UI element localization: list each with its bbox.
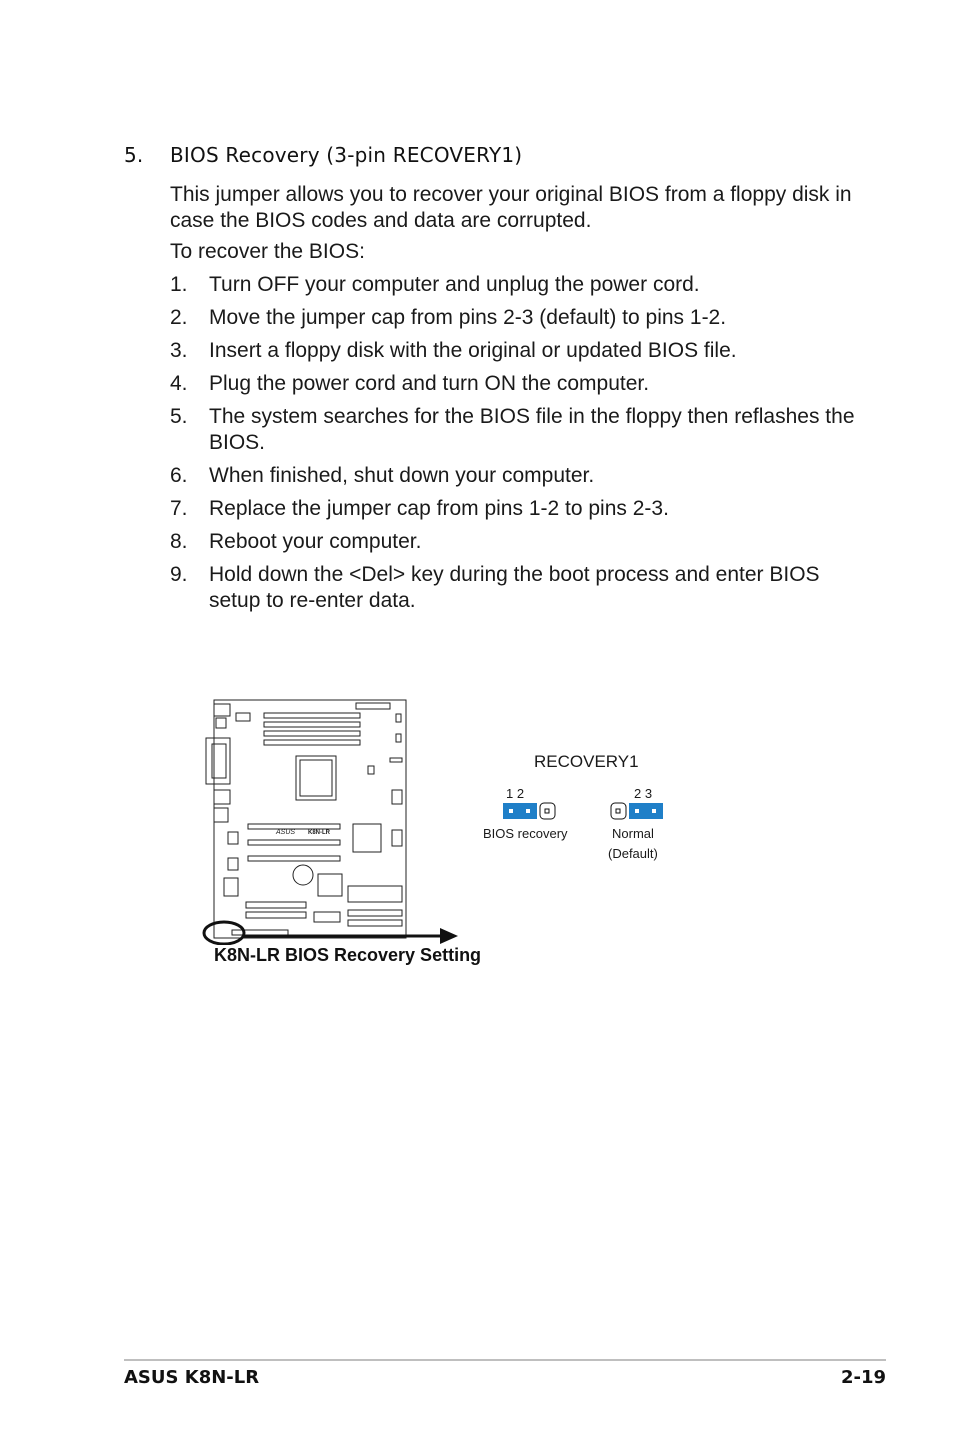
- list-item: [170, 496, 860, 522]
- step-number: 7.: [170, 497, 188, 520]
- right-pin-numbers: 2 3: [634, 786, 653, 801]
- section-title: BIOS Recovery (3-pin RECOVERY1): [170, 143, 523, 167]
- list-item: [170, 305, 860, 331]
- connector: [390, 758, 402, 762]
- step-number: 5.: [170, 405, 188, 428]
- step-text: Insert a floppy disk with the original or updated BIOS file.: [209, 339, 737, 362]
- list-item: [170, 371, 860, 397]
- jumper-cap: [629, 803, 663, 819]
- section-number: 5.: [124, 143, 144, 167]
- left-pin-numbers: 1 2: [506, 786, 525, 801]
- connector: [236, 713, 250, 721]
- dimm-slot: [264, 740, 360, 745]
- jumper-title: RECOVERY1: [534, 752, 639, 771]
- dimm-slot: [264, 731, 360, 736]
- connector: [396, 714, 401, 722]
- connector: [392, 830, 402, 846]
- footer-rule: [124, 1359, 886, 1361]
- bios-recovery-jumper: [502, 802, 556, 820]
- io-port: [214, 808, 228, 822]
- chipset: [353, 824, 381, 852]
- ide-connector: [348, 920, 402, 926]
- ide-connector: [348, 910, 402, 916]
- step-number: 8.: [170, 530, 188, 553]
- cpu-socket: [296, 756, 336, 800]
- step-number: 3.: [170, 339, 188, 362]
- step-text: When finished, shut down your computer.: [209, 464, 595, 487]
- page-number: 2-19: [840, 1367, 886, 1388]
- io-port: [214, 704, 230, 716]
- bios-recovery-label: BIOS recovery: [483, 826, 568, 841]
- dimm-slot: [264, 713, 360, 718]
- motherboard-diagram: [196, 690, 466, 945]
- connector: [314, 912, 340, 922]
- connector: [368, 766, 374, 774]
- step-text: Hold down the <Del> key during the boot process and enter BIOS setup to re-enter data.: [209, 563, 820, 612]
- normal-label: Normal: [612, 826, 654, 841]
- dimm-slot: [264, 722, 360, 727]
- list-item: [170, 562, 860, 614]
- io-port: [214, 790, 230, 804]
- connector: [396, 734, 401, 742]
- callout-arrow-head: [440, 928, 458, 944]
- intro-paragraph: This jumper allows you to recover your original BIOS from a floppy disk in case the BIOS codes and data are corrupted.: [170, 183, 852, 232]
- connector: [224, 878, 238, 896]
- step-text: Move the jumper cap from pins 2-3 (default) to pins 1-2.: [209, 306, 727, 329]
- step-text: Reboot your computer.: [209, 530, 422, 553]
- normal-jumper: [610, 802, 664, 820]
- step-number: 4.: [170, 372, 188, 395]
- step-text: Turn OFF your computer and unplug the power cord.: [209, 273, 700, 296]
- list-item: [170, 404, 860, 456]
- step-text: Plug the power cord and turn ON the computer.: [209, 372, 650, 395]
- pci-slot: [248, 856, 340, 861]
- io-port: [356, 703, 390, 709]
- section-heading: [124, 143, 522, 167]
- connector: [246, 902, 306, 908]
- chip: [318, 874, 342, 896]
- battery: [293, 865, 313, 885]
- board-model-label: K8N-LR: [308, 830, 330, 836]
- list-item: [170, 529, 860, 555]
- ide-connector: [348, 886, 402, 902]
- step-number: 6.: [170, 464, 188, 487]
- connector: [246, 912, 306, 918]
- step-number: 1.: [170, 273, 188, 296]
- step-number: 2.: [170, 306, 188, 329]
- step-number: 9.: [170, 563, 188, 586]
- jumper-cap: [503, 803, 537, 819]
- list-item: [170, 272, 860, 298]
- default-label: (Default): [608, 846, 658, 861]
- list-item: [170, 338, 860, 364]
- step-text: The system searches for the BIOS file in the floppy then reflashes the BIOS.: [209, 405, 855, 454]
- list-item: [170, 463, 860, 489]
- figure-caption: K8N-LR BIOS Recovery Setting: [214, 945, 482, 965]
- connector: [392, 790, 402, 804]
- footer-product-name: ASUS K8N-LR: [124, 1367, 260, 1388]
- connector: [232, 930, 288, 935]
- board-logo: ASUS: [276, 829, 296, 836]
- step-text: Replace the jumper cap from pins 1-2 to pins 2-3.: [209, 497, 669, 520]
- connector: [228, 858, 238, 870]
- recovery-jumper-highlight: [204, 922, 244, 944]
- connector: [228, 832, 238, 844]
- pci-slot: [248, 840, 340, 845]
- io-port: [216, 718, 226, 728]
- procedure-lead: To recover the BIOS:: [170, 240, 365, 263]
- procedure-steps: [170, 272, 860, 621]
